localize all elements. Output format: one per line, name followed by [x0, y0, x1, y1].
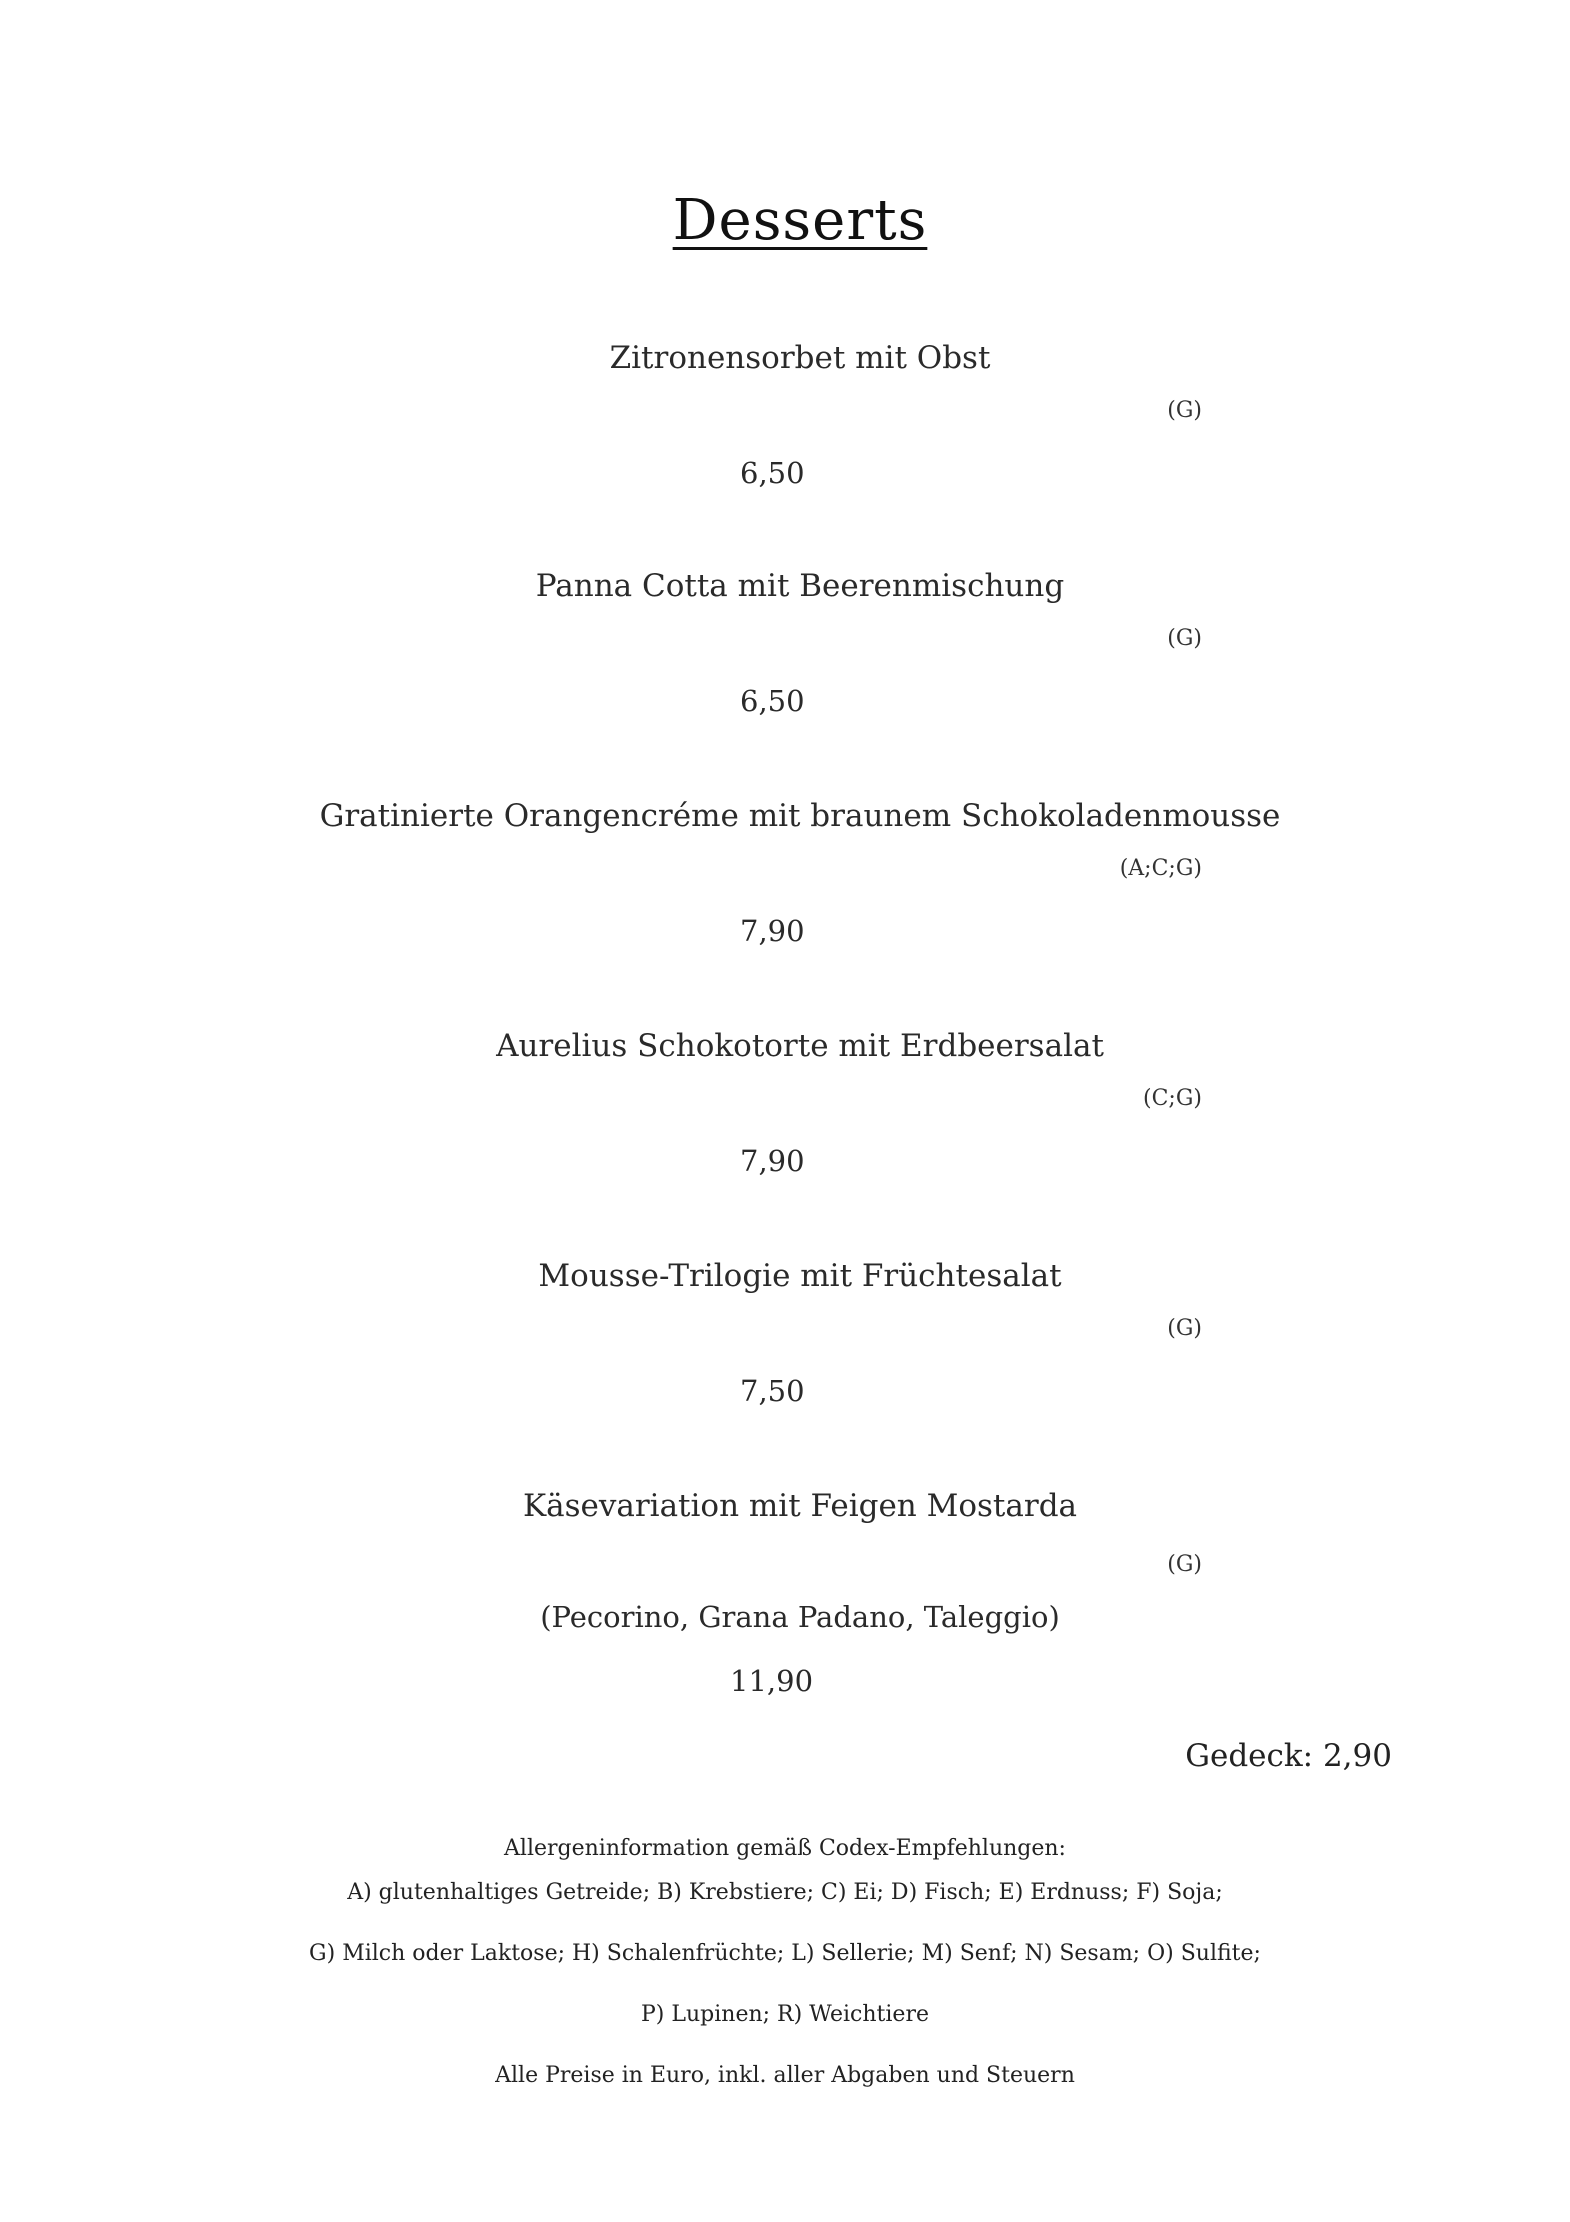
page-title: Desserts: [672, 188, 928, 253]
allergen-heading: Allergeninformation gemäß Codex-Empfehlungen:: [504, 1836, 1066, 1861]
menu-item-allergens: (G): [1167, 1552, 1202, 1577]
menu-item-name: Panna Cotta mit Beerenmischung: [535, 568, 1065, 604]
menu-item-detail: (Pecorino, Grana Padano, Taleggio): [540, 1600, 1060, 1634]
menu-item-allergens: (C;G): [1143, 1086, 1202, 1111]
menu-item-price: 7,50: [740, 1374, 805, 1408]
menu-item-price: 7,90: [740, 914, 805, 948]
menu-item-name: Gratinierte Orangencréme mit braunem Schokoladenmousse: [319, 798, 1281, 834]
menu-item-price: 7,90: [740, 1144, 805, 1178]
menu-item-allergens: (G): [1167, 398, 1202, 423]
menu-item-price: 6,50: [740, 456, 805, 490]
price-note: Alle Preise in Euro, inkl. aller Abgaben und Steuern: [495, 2063, 1075, 2088]
menu-item-allergens: (G): [1167, 626, 1202, 651]
allergen-list-line: G) Milch oder Laktose; H) Schalenfrüchte; L) Sellerie; M) Senf; N) Sesam; O) Sulfite;: [309, 1941, 1261, 1966]
menu-item-allergens: (A;C;G): [1119, 856, 1202, 881]
cover-charge: Gedeck: 2,90: [1185, 1738, 1392, 1774]
menu-item-allergens: (G): [1167, 1316, 1202, 1341]
allergen-list-line: P) Lupinen; R) Weichtiere: [641, 2002, 929, 2027]
menu-item-name: Mousse-Trilogie mit Früchtesalat: [538, 1258, 1062, 1294]
menu-item-price: 6,50: [740, 684, 805, 718]
menu-item-price: 11,90: [730, 1664, 814, 1698]
menu-item-name: Zitronensorbet mit Obst: [609, 340, 991, 376]
menu-item-name: Käsevariation mit Feigen Mostarda: [522, 1488, 1078, 1524]
allergen-list-line: A) glutenhaltiges Getreide; B) Krebstiere; C) Ei; D) Fisch; E) Erdnuss; F) Soja;: [347, 1880, 1223, 1905]
menu-item-name: Aurelius Schokotorte mit Erdbeersalat: [496, 1028, 1104, 1064]
